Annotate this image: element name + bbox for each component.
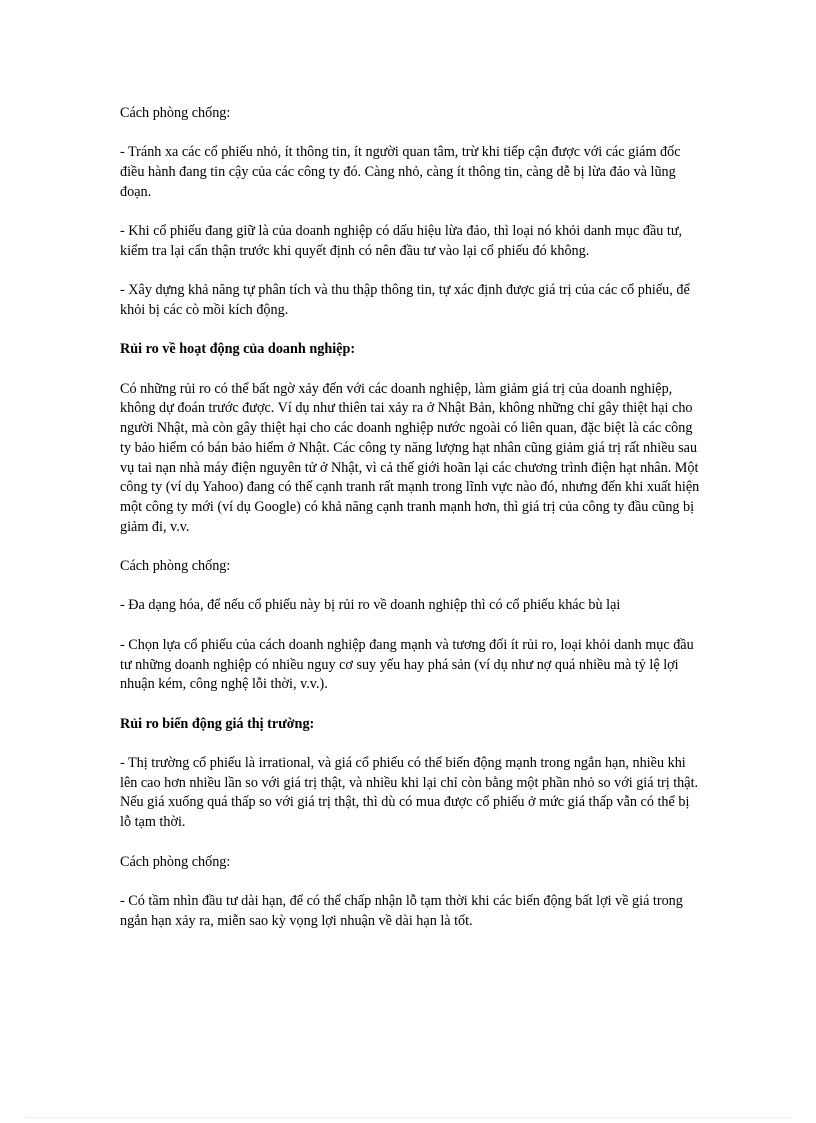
- prevention-label: Cách phòng chống:: [120, 853, 231, 870]
- body-paragraph: - Có tầm nhìn đầu tư dài hạn, để có thể chấp nhận lỗ tạm thời khi các biến động bất lợi về giá trong ngắn hạn xảy ra, miễn sao kỳ vọng lợi nhuận về dài hạn là tốt.: [120, 892, 683, 929]
- document-body: [120, 104, 700, 951]
- section-heading: Rủi ro biến động giá thị trường:: [120, 715, 315, 732]
- page-bottom-divider: [24, 1117, 792, 1118]
- body-paragraph: - Thị trường cổ phiếu là irrational, và giá cổ phiếu có thể biến động mạnh trong ngắn hạn, nhiều khi lên cao hơn nhiều lần so với giá trị thật, và nhiều khi lại chỉ còn bằng một phần nhỏ so với giá trị thật. Nếu giá xuống quá thấp so với giá trị thật, thì dù có mua được cổ phiếu ở mức giá thấp vẫn có thể bị lỗ tạm thời.: [120, 755, 699, 831]
- body-paragraph: Có những rủi ro có thể bất ngờ xảy đến với các doanh nghiệp, làm giảm giá trị của doanh nghiệp, không dự đoán trước được. Ví dụ như thiên tai xảy ra ở Nhật Bản, không những chỉ gây thiệt hại cho người Nhật, mà còn gây thiệt hại cho các doanh nghiệp nước ngoài có liên quan, đặc biệt là các công ty bảo hiểm có bán bảo hiểm ở Nhật. Các công ty năng lượng hạt nhân cũng giảm giá trị rất nhiều sau vụ tai nạn nhà máy điện nguyên tử ở Nhật, vì cả thế giới hoãn lại các chương trình điện hạt nhân. Một công ty (ví dụ Yahoo) đang có thế cạnh tranh rất mạnh trong lĩnh vực nào đó, nhưng đến khi xuất hiện một công ty mới (ví dụ Google) có khả năng cạnh tranh mạnh hơn, thì giá trị của công ty đầu cũng bị giảm đi, v.v.: [120, 380, 700, 535]
- body-paragraph: - Đa dạng hóa, để nếu cổ phiếu này bị rủi ro về doanh nghiệp thì có cổ phiếu khác bù lại: [120, 597, 621, 614]
- body-paragraph: - Tránh xa các cổ phiếu nhỏ, ít thông tin, ít người quan tâm, trừ khi tiếp cận được với các giám đốc điều hành đang tin cậy của các công ty đó. Càng nhỏ, càng ít thông tin, càng dễ bị lừa đảo và lũng đoạn.: [120, 144, 681, 200]
- prevention-label: Cách phòng chống:: [120, 558, 231, 575]
- body-paragraph: - Khi cổ phiếu đang giữ là của doanh nghiệp có dấu hiệu lừa đảo, thì loại nó khỏi danh mục đầu tư, kiểm tra lại cẩn thận trước khi quyết định có nên đầu tư vào lại cổ phiếu đó không.: [120, 223, 683, 259]
- prevention-label: Cách phòng chống:: [120, 105, 231, 121]
- body-paragraph: - Xây dựng khả năng tự phân tích và thu thập thông tin, tự xác định được giá trị của các cổ phiếu, để khỏi bị các cò mồi kích động.: [120, 282, 690, 318]
- body-paragraph: - Chọn lựa cổ phiếu của cách doanh nghiệp đang mạnh và tương đối ít rủi ro, loại khỏi danh mục đầu tư những doanh nghiệp có nhiều nguy cơ suy yếu hay phá sản (ví dụ như nợ quá nhiều mà tỷ lệ lợi nhuận kém, công nghệ lỗi thời, v.v.).: [120, 636, 694, 693]
- section-heading: Rủi ro về hoạt động của doanh nghiệp:: [120, 341, 356, 358]
